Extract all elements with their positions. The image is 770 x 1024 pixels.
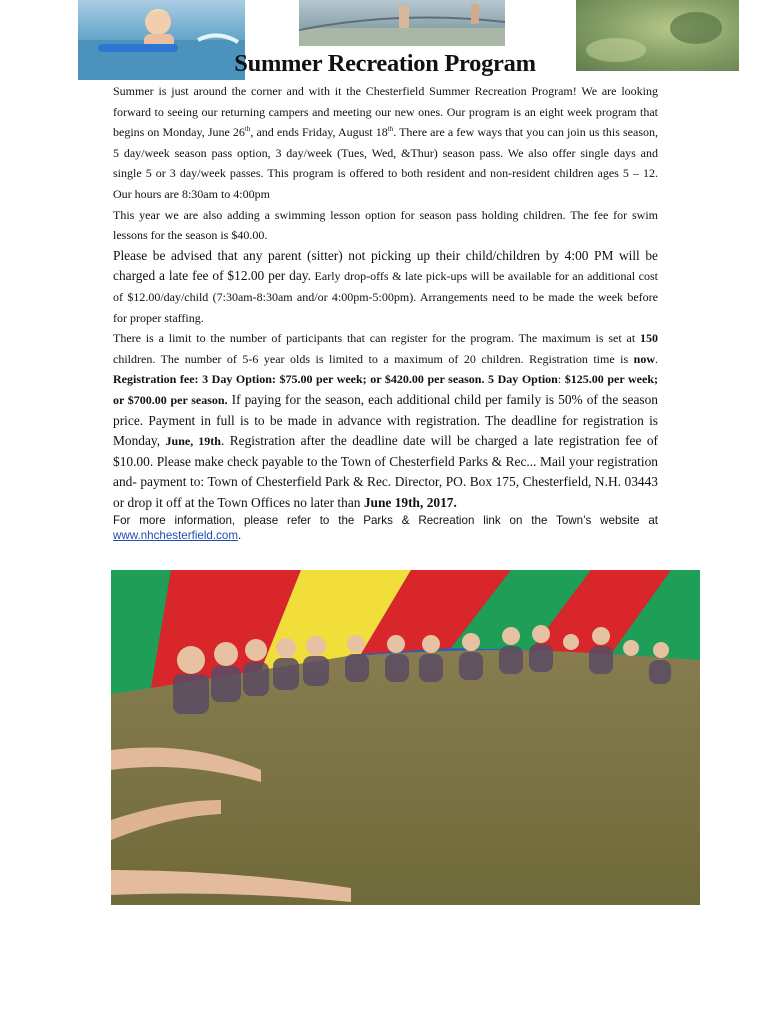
photo-parachute-group [111,570,700,905]
more-info-paragraph: For more information, please refer to the Parks & Recreation link on the Town’s website at www.nhchesterfield.com. [113,514,658,543]
body-text [113,81,658,543]
page-title: Summer Recreation Program [234,50,536,77]
website-link[interactable]: www.nhchesterfield.com [113,529,239,543]
photo-beach-kids [299,0,505,46]
late-fee-paragraph: Please be advised that any parent (sitter) not picking up their child/children by 4:00 PM will be charged a late fee of $12.00 per day. Early drop-offs & late pick-ups will be available for an additional cost of $12.00/day/child (7:30am-8:30am and/or 4:00pm-5:00pm). Arrangements need to be made the week before for proper staffing. [113,247,659,325]
swim-lesson-paragraph: This year we are also adding a swimming lesson option for season pass holding children. The fee for swim lessons for the season is $40.00. [113,207,658,243]
intro-paragraph: Summer is just around the corner and with it the Chesterfield Summer Recreation Program! We are looking forward to seeing our returning campers and meeting our new ones. Our program is an eight week program that begins on Monday, June 26th, and ends Friday, August 18th. There are a few ways that you can join us this season, 5 day/week season pass option, 3 day/week (Tues, Wed, &Thur) season pass. We also offer single days and single 5 or 3 day/week passes. This program is offered to both resident and non-resident children ages 5 – 12. Our hours are 8:30am to 4:00pm [113,84,659,201]
registration-paragraph: There is a limit to the number of participants that can register for the program. The maximum is set at 150 children. The number of 5-6 year olds is limited to a maximum of 20 children. Registration time is now. Registration fee: 3 Day Option: $75.00 per week; or $420.00 per season. 5 Day Option: $125.00 per week; or $700.00 per season. If paying for the season, each additional child per family is 50% of the season price. Payment in full is to be made in advance with registration. The deadline for registration is Monday, June, 19th. Registration after the deadline date will be charged a late registration fee of $10.00. Please make check payable to the Town of Chesterfield Parks & Rec... Mail your registration and- payment to: Town of Chesterfield Park & Rec. Director, PO. Box 175, Chesterfield, N.H. 03443 or drop it off at the Town Offices no later than June 19th, 2017. [113,331,659,510]
